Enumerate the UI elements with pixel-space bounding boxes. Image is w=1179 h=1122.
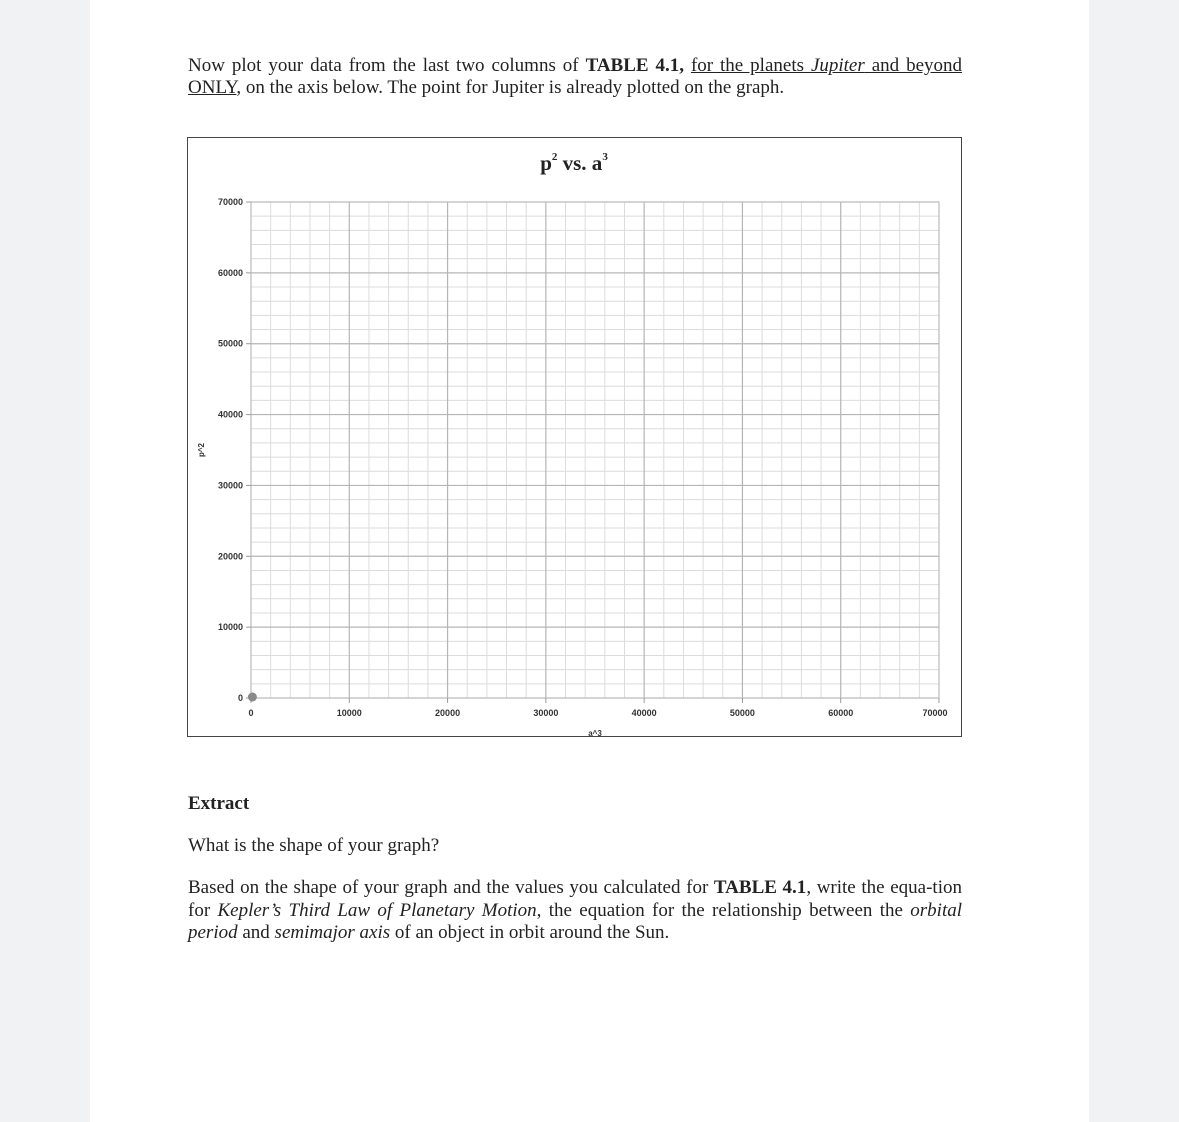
data-points <box>248 693 257 702</box>
y-tick-label: 40000 <box>217 409 243 420</box>
y-tick-label: 50000 <box>217 338 243 349</box>
orbital-period-term: orbital period <box>188 899 962 943</box>
y-tick-label: 20000 <box>217 551 243 562</box>
x-tick-label: 10000 <box>336 708 362 718</box>
p2-vs-a3-chart <box>188 138 961 736</box>
document-page <box>90 0 1089 1122</box>
table-reference: TABLE 4.1, <box>585 55 684 76</box>
y-tick-label: 60000 <box>217 267 243 278</box>
instructions-text: Now plot your data from the last two columns of <box>188 55 586 76</box>
law-name: Kepler’s Third Law of Planetary Motion <box>217 899 537 921</box>
shape-question: What is the shape of your graph? <box>188 835 440 856</box>
x-tick-label: 20000 <box>435 708 461 718</box>
y-axis-label: p^2 <box>197 442 206 458</box>
x-tick-label: 30000 <box>533 708 559 718</box>
data-point-jupiter <box>248 693 257 702</box>
table-reference-extract: TABLE 4.1 <box>713 877 807 898</box>
underlined-scope: for the planets Jupiter and beyond ONLY <box>188 55 962 98</box>
x-tick-label: 40000 <box>631 708 657 718</box>
jupiter-term: Jupiter <box>810 55 865 76</box>
x-axis-label: a^3 <box>588 729 602 736</box>
x-tick-label: 50000 <box>729 708 755 718</box>
y-tick-label: 70000 <box>217 197 243 207</box>
major-gridlines <box>251 202 939 698</box>
semimajor-axis-term: semimajor axis <box>274 922 391 943</box>
plot-area-border <box>251 202 939 698</box>
x-tick-label: 0 <box>248 708 254 718</box>
instructions-paragraph: Now plot your data from the last two columns of TABLE 4.1, for the planets Jupiter and beyond ONLY, on the axis below. The point for Jupiter is already plotted on the graph. <box>188 55 962 98</box>
minor-gridlines <box>251 202 939 698</box>
chart-frame <box>187 137 962 737</box>
y-tick-label: 10000 <box>217 622 243 633</box>
kepler-prompt: Based on the shape of your graph and the values you calculated for TABLE 4.1, write the equa-tion for Kepler’s Third Law of Planetary Motion, the equation for the relationship between the orbital period and semimajor axis of an object in orbit around the Sun. <box>188 877 962 943</box>
y-tick-label: 30000 <box>217 480 243 491</box>
y-tick-label: 0 <box>237 693 243 703</box>
extract-heading: Extract <box>188 793 250 814</box>
chart-title: $p^2$ vs. $a^3$ <box>540 151 608 175</box>
x-tick-label: 60000 <box>828 708 854 718</box>
x-tick-label: 70000 <box>922 708 948 718</box>
